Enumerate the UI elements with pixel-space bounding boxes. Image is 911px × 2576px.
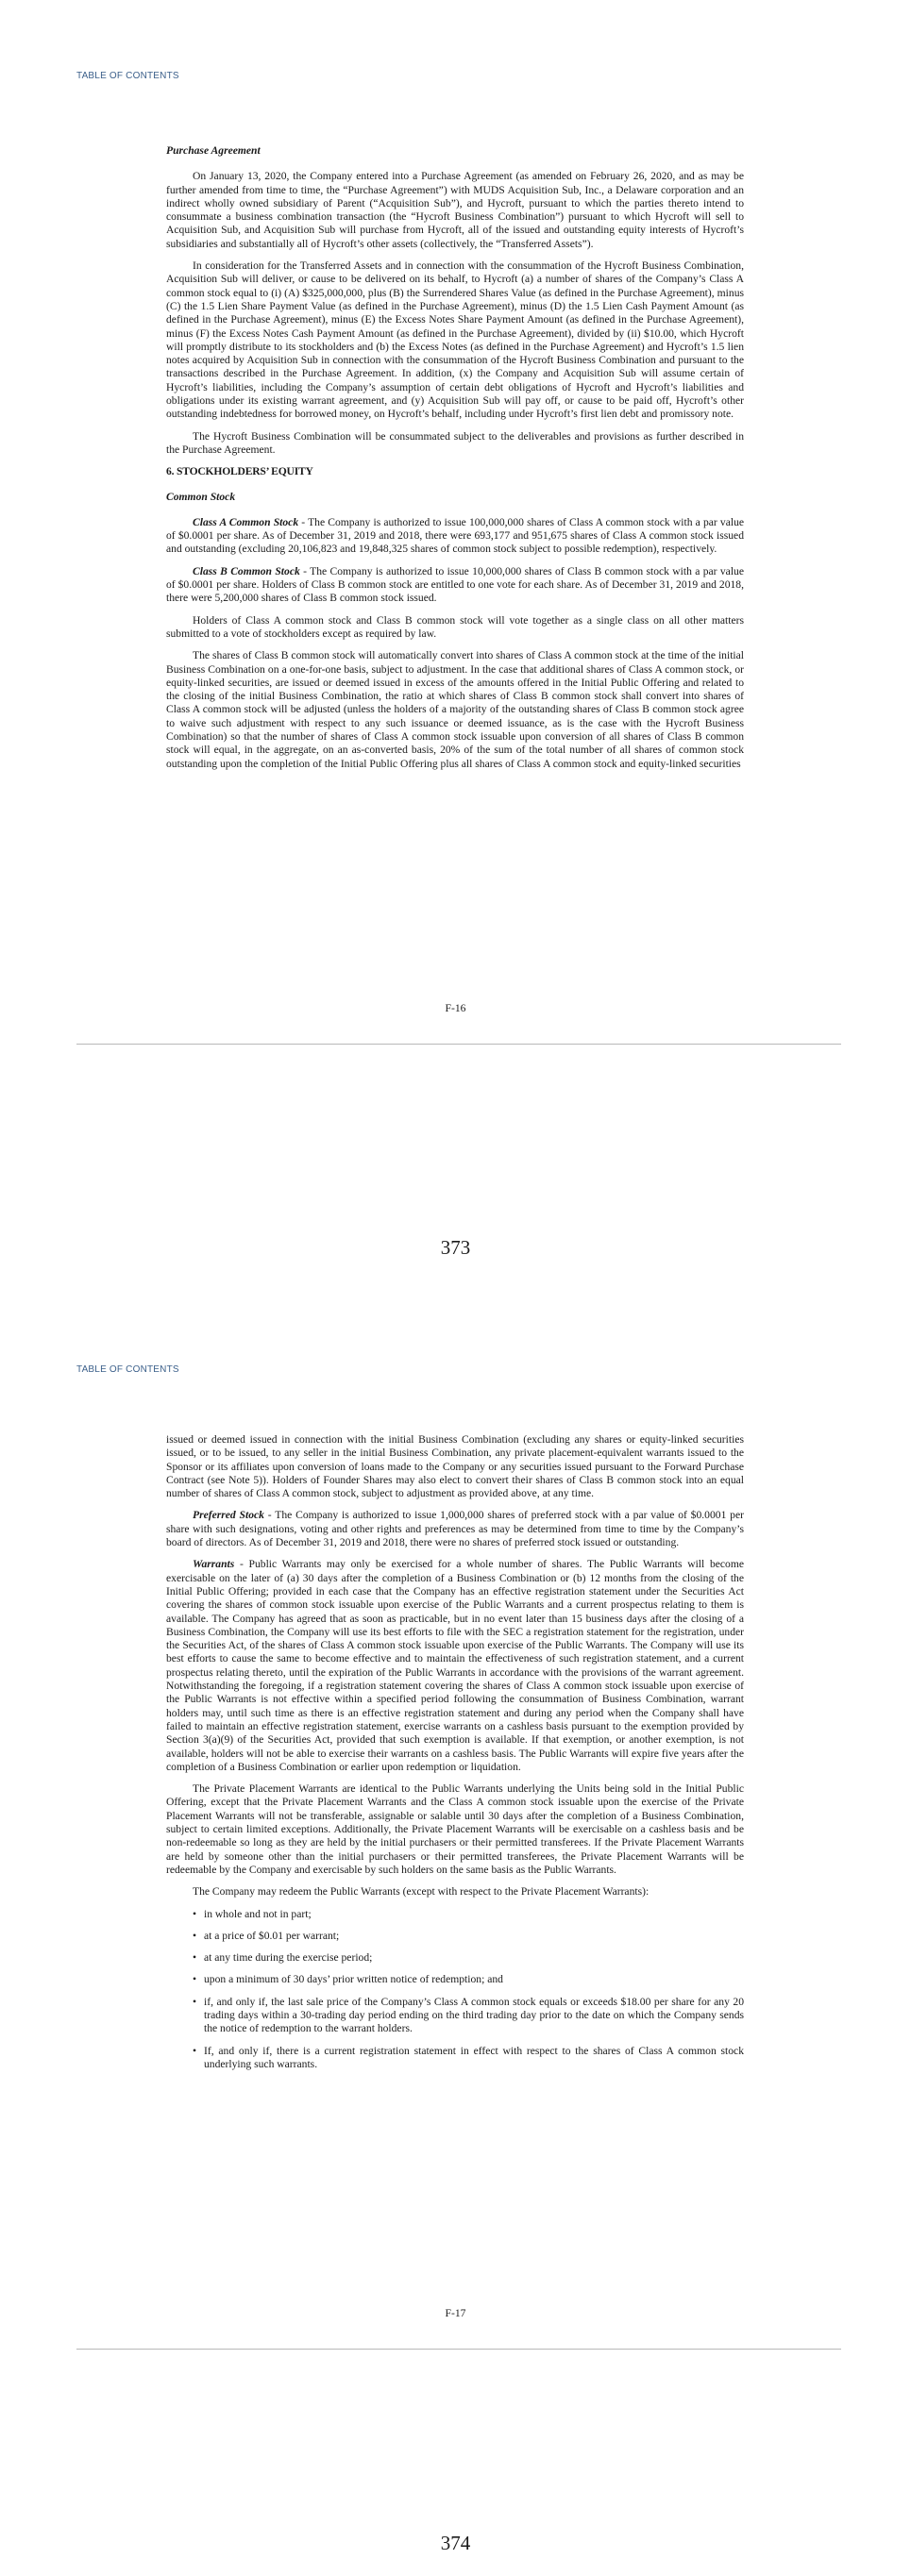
holders-paragraph: Holders of Class A common stock and Class B common stock will vote together as a single class on all other matters submitted to a vote of stockholders except as required by law. [166,613,744,640]
warrants-paragraph [166,1558,744,1774]
table-of-contents-link[interactable]: TABLE OF CONTENTS [76,1364,179,1375]
private-placement-paragraph: The Private Placement Warrants are identical to the Public Warrants underlying the Units being sold in the Initial Public Offering, except that the Private Placement Warrants and the Class A common stock issuable upon the exercise of the Private Placement Warrants will not be transferable, assignable or salable until 30 days after the completion of a Business Combination, subject to certain limited exceptions. Additionally, the Private Placement Warrants will be exercisable on a cashless basis and be non-redeemable so long as they are held by the initial purchasers or their permitted transferees. If the Private Placement Warrants are held by someone other than the initial purchasers or their permitted transferees, the Private Placement Warrants will be redeemable by the Company and exercisable by such holders on the same basis as the Public Warrants. [166,1782,744,1876]
stockholders-equity-heading: 6. STOCKHOLDERS’ EQUITY [166,465,313,478]
class-a-paragraph [166,516,744,557]
footer-page-number: F-17 [445,2307,466,2319]
conversion-paragraph: The shares of Class B common stock will automatically convert into shares of Class A common stock at the time of the initial Business Combination on a one-for-one basis, subject to adjustment. In the case that additional shares of Class A common stock, or equity-linked securities, are issued or deemed issued in excess of the amounts offered in the Initial Public Offering and related to the closing of the initial Business Combination, the ratio at which shares of Class B common stock shall convert into shares of Class A common stock will be adjusted (unless the holders of a majority of the outstanding shares of Class B common stock agree to waive such adjustment with respect to any such issuance or deemed issuance, as is the case with the Hycroft Business Combination) so that the number of shares of Class A common stock issuable upon conversion of all shares of Class B common stock will equal, in the aggregate, on an as-converted basis, 20% of the sum of the total number of all shares of common stock outstanding upon the completion of the Initial Public Offering plus all shares of Class A common stock and equity-linked securities [166,649,744,770]
page-body [166,144,744,779]
purchase-paragraph-2: In consideration for the Transferred Assets and in connection with the consummation of the Hycroft Business Combination, Acquisition Sub will deliver, or cause to be delivered on its behalf, to Hycroft (a) a number of shares of the Company’s Class A common stock equal to (i) (A) $325,000,000, plus (B) the Surrendered Shares Value (as defined in the Purchase Agreement), minus (C) the 1.5 Lien Share Payment Value (as defined in the Purchase Agreement), minus (D) the 1.5 Lien Cash Payment Amount (as defined in the Purchase Agreement), minus (E) the Excess Notes Share Payment Amount (as defined in the Purchase Agreement), minus (F) the Excess Notes Cash Payment Amount (as defined in the Purchase Agreement), divided by (ii) $10.00, which Hycroft will promptly distribute to its stockholders and (b) the Excess Notes (as defined in the Purchase Agreement) and Hycroft’s 1.5 lien notes acquired by Acquisition Sub in connection with the consummation of the Hycroft Business Combination and pursuant to the transactions described in the Purchase Agreement. In addition, (x) the Company and Acquisition Sub will assume certain of Hycroft’s liabilities, including the Company’s assumption of certain debt obligations of Hycroft and Hycroft’s liabilities and obligations under its existing warrant agreement, and (y) Acquisition Sub will pay off, or cause to be paid off, Hycroft’s other outstanding indebtedness for borrowed money, on Hycroft’s behalf, including under Hycroft’s first lien debt and promissory note. [166,259,744,421]
redeem-intro-paragraph: The Company may redeem the Public Warrants (except with respect to the Private Placement Warrants): [193,1885,650,1899]
list-item: • at any time during the exercise period; [193,1951,373,1965]
warrants-text: - Public Warrants may only be exercised for a whole number of shares. The Public Warrants will become exercisable on the later of (a) 30 days after the completion of a Business Combination or (b) 12 months from the closing of the Initial Public Offering; provided in each case that the Company has an effective registration statement under the Securities Act covering the shares of common stock issuable upon exercise of the Public Warrants and a current prospectus relating to them is available. The Company has agreed that as soon as practicable, but in no event later than 15 business days after the closing of a Business Combination, the Company will use its best efforts to file with the SEC a registration statement for the registration, under the Securities Act, of the shares of Class A common stock issuable upon exercise of the Public Warrants. The Company will use its best efforts to cause the same to become effective and to maintain the effectiveness of such registration statement, and a current prospectus relating thereto, until the expiration of the Public Warrants in accordance with the provisions of the warrant agreement. Notwithstanding the foregoing, if a registration statement covering the shares of Class A common stock issuable upon exercise of the Public Warrants is not effective within a specified period following the consummation of Business Combination, warrant holders may, until such time as there is an effective registration statement and during any period when the Company shall have failed to maintain an effective registration statement, exercise warrants on a cashless basis pursuant to the exemption provided by Section 3(a)(9) of the Securities Act, provided that such exemption is available. If that exemption, or another exemption, is not available, holders will not be able to exercise their warrants on a cashless basis. The Public Warrants will expire five years after the completion of a Business Combination or earlier upon redemption or liquidation. [166,1558,744,1773]
bullet-icon: • [193,2044,197,2057]
list-item: • upon a minimum of 30 days’ prior written notice of redemption; and [193,1973,503,1986]
purchase-paragraph-3: The Hycroft Business Combination will be consummated subject to the deliverables and provisions as further described in the Purchase Agreement. [166,429,744,456]
purchase-agreement-heading: Purchase Agreement [166,144,261,157]
list-item: • if, and only if, the last sale price of the Company’s Class A common stock equals or exceeds $18.00 per share for any 20 trading days within a 30-trading day period ending on the third trading day prior to the date on which the Company sends the notice of redemption to the warrant holders. [193,1995,744,2035]
page-divider [76,2349,841,2350]
bullet-icon: • [193,1973,197,1986]
page-body [166,1433,744,2080]
footer-page-number: F-16 [445,1002,466,1014]
page-divider [76,1044,841,1045]
continuation-paragraph: issued or deemed issued in connection with the initial Business Combination (excluding any shares or equity-linked securities issued, or to be issued, to any seller in the initial Business Combination, any private placement-equivalent warrants issued to the Sponsor or its affiliates upon conversion of loans made to the Company or any securities issued pursuant to the Forward Purchase Contract (see Note 5)). Holders of Founder Shares may also elect to convert their shares of Class B common stock into an equal number of shares of Class A common stock, subject to adjustment as provided above, at any time. [166,1433,744,1500]
class-b-term: Class B Common Stock [193,564,300,577]
class-a-term: Class A Common Stock [193,515,299,528]
bullet-icon: • [193,1929,197,1942]
class-b-paragraph [166,565,744,606]
bullet-icon: • [193,1907,197,1920]
list-item: • If, and only if, there is a current registration statement in effect with respect to the shares of Class A common stock underlying such warrants. [193,2044,744,2070]
document-page-374 [0,1288,911,2576]
list-item: • at a price of $0.01 per warrant; [193,1929,340,1942]
common-stock-heading: Common Stock [166,490,236,503]
warrants-term: Warrants [193,1558,235,1571]
bullet-icon: • [193,1951,197,1965]
preferred-stock-paragraph [166,1509,744,1549]
class-a-text: - The Company is authorized to issue 100,000,000 shares of Class A common stock with a par value of $0.0001 per share. As of December 31, 2019 and 2018, there were 693,177 and 951,675 shares of Class A common stock issued and outstanding (excluding 20,106,823 and 19,848,325 shares of common stock subject to possible redemption), respectively. [166,515,745,556]
document-page-number: 374 [440,2532,471,2554]
document-page-number: 373 [440,1236,471,1259]
class-b-text: - The Company is authorized to issue 10,000,000 shares of Class B common stock with a par value of $0.0001 per share. Holders of Class B common stock are entitled to one vote for each share. As of December 31, 2019 and 2018, there were 5,200,000 shares of Class B common stock issued. [166,564,744,605]
list-item: • in whole and not in part; [193,1907,312,1920]
preferred-stock-text: - The Company is authorized to issue 1,000,000 shares of preferred stock with a par value of $0.0001 per share with such designations, voting and other rights and preferences as may be determined from time to time by the Company’s board of directors. As of December 31, 2019 and 2018, there were no shares of preferred stock issued or outstanding. [166,1509,744,1549]
bullet-icon: • [193,1995,197,2008]
preferred-stock-term: Preferred Stock [193,1509,264,1522]
purchase-paragraph-1: On January 13, 2020, the Company entered into a Purchase Agreement (as amended on February 26, 2020, and as may be further amended from time to time, the “Purchase Agreement”) with MUDS Acquisition Sub, Inc., a Delaware corporation and an indirect wholly owned subsidiary of Parent (“Acquisition Sub”), and Hycroft, pursuant to which the parties thereto intend to consummate a business combination transaction (the “Hycroft Business Combination”) pursuant to which Hycroft will sell to Acquisition Sub, and Acquisition Sub will purchase from Hycroft, all of the issued and outstanding equity interests of Hycroft’s subsidiaries and substantially all of Hycroft’s other assets (collectively, the “Transferred Assets”). [166,170,744,250]
table-of-contents-link[interactable]: TABLE OF CONTENTS [76,71,179,81]
redemption-conditions-list [166,1908,744,2072]
